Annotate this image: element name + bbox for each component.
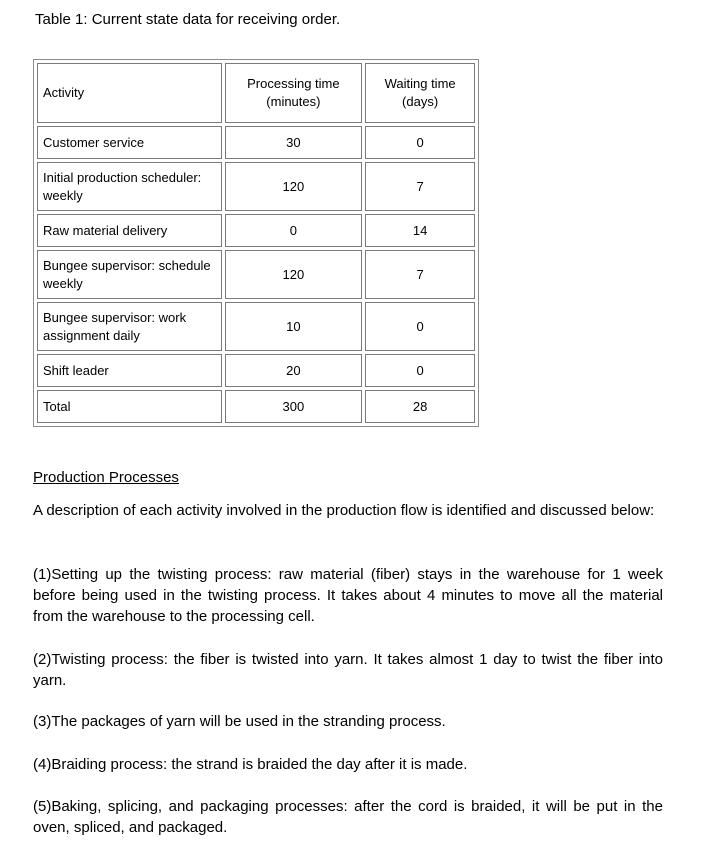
cell-processing-time: 20 (225, 354, 363, 387)
cell-processing-time: 30 (225, 126, 363, 159)
table-row (37, 162, 475, 211)
cell-activity: Raw material delivery (37, 214, 222, 247)
cell-processing-time: 300 (225, 390, 363, 423)
cell-activity: Initial production scheduler: weekly (37, 162, 222, 211)
cell-processing-time: 10 (225, 302, 363, 351)
table-row (37, 302, 475, 351)
table-row (37, 354, 475, 387)
cell-waiting-time: 0 (365, 354, 475, 387)
cell-processing-time: 120 (225, 250, 363, 299)
cell-waiting-time: 14 (365, 214, 475, 247)
table-header-row (37, 63, 475, 123)
table-row (37, 126, 475, 159)
process-paragraph: (1)Setting up the twisting process: raw material (fiber) stays in the warehouse for 1 week before being used in the twisting process. It takes about 4 minutes to move all the material from the warehouse to the processing cell. (33, 566, 663, 625)
cell-waiting-time: 28 (365, 390, 475, 423)
receiving-order-table (33, 59, 479, 427)
cell-activity: Shift leader (37, 354, 222, 387)
cell-activity: Total (37, 390, 222, 423)
cell-waiting-time: 7 (365, 162, 475, 211)
table-caption: Table 1: Current state data for receiving order. (35, 11, 341, 28)
section-title: Production Processes (33, 469, 179, 486)
cell-activity: Customer service (37, 126, 222, 159)
header-processing-time: Processing time (minutes) (225, 63, 363, 123)
table-row (37, 214, 475, 247)
cell-waiting-time: 7 (365, 250, 475, 299)
cell-activity: Bungee supervisor: schedule weekly (37, 250, 222, 299)
process-paragraph: (3)The packages of yarn will be used in the stranding process. (33, 713, 446, 730)
header-activity: Activity (37, 63, 222, 123)
cell-processing-time: 0 (225, 214, 363, 247)
cell-activity: Bungee supervisor: work assignment daily (37, 302, 222, 351)
cell-processing-time: 120 (225, 162, 363, 211)
table-row (37, 250, 475, 299)
process-paragraph: (4)Braiding process: the strand is braided the day after it is made. (33, 756, 468, 773)
table-total-row (37, 390, 475, 423)
process-paragraph: (5)Baking, splicing, and packaging processes: after the cord is braided, it will be put in the oven, spliced, and packaged. (33, 798, 663, 836)
cell-waiting-time: 0 (365, 126, 475, 159)
header-waiting-time: Waiting time (days) (365, 63, 475, 123)
process-paragraph: (2)Twisting process: the fiber is twisted into yarn. It takes almost 1 day to twist the fiber into yarn. (33, 651, 663, 689)
intro-paragraph: A description of each activity involved in the production flow is identified and discussed below: (33, 502, 655, 519)
cell-waiting-time: 0 (365, 302, 475, 351)
